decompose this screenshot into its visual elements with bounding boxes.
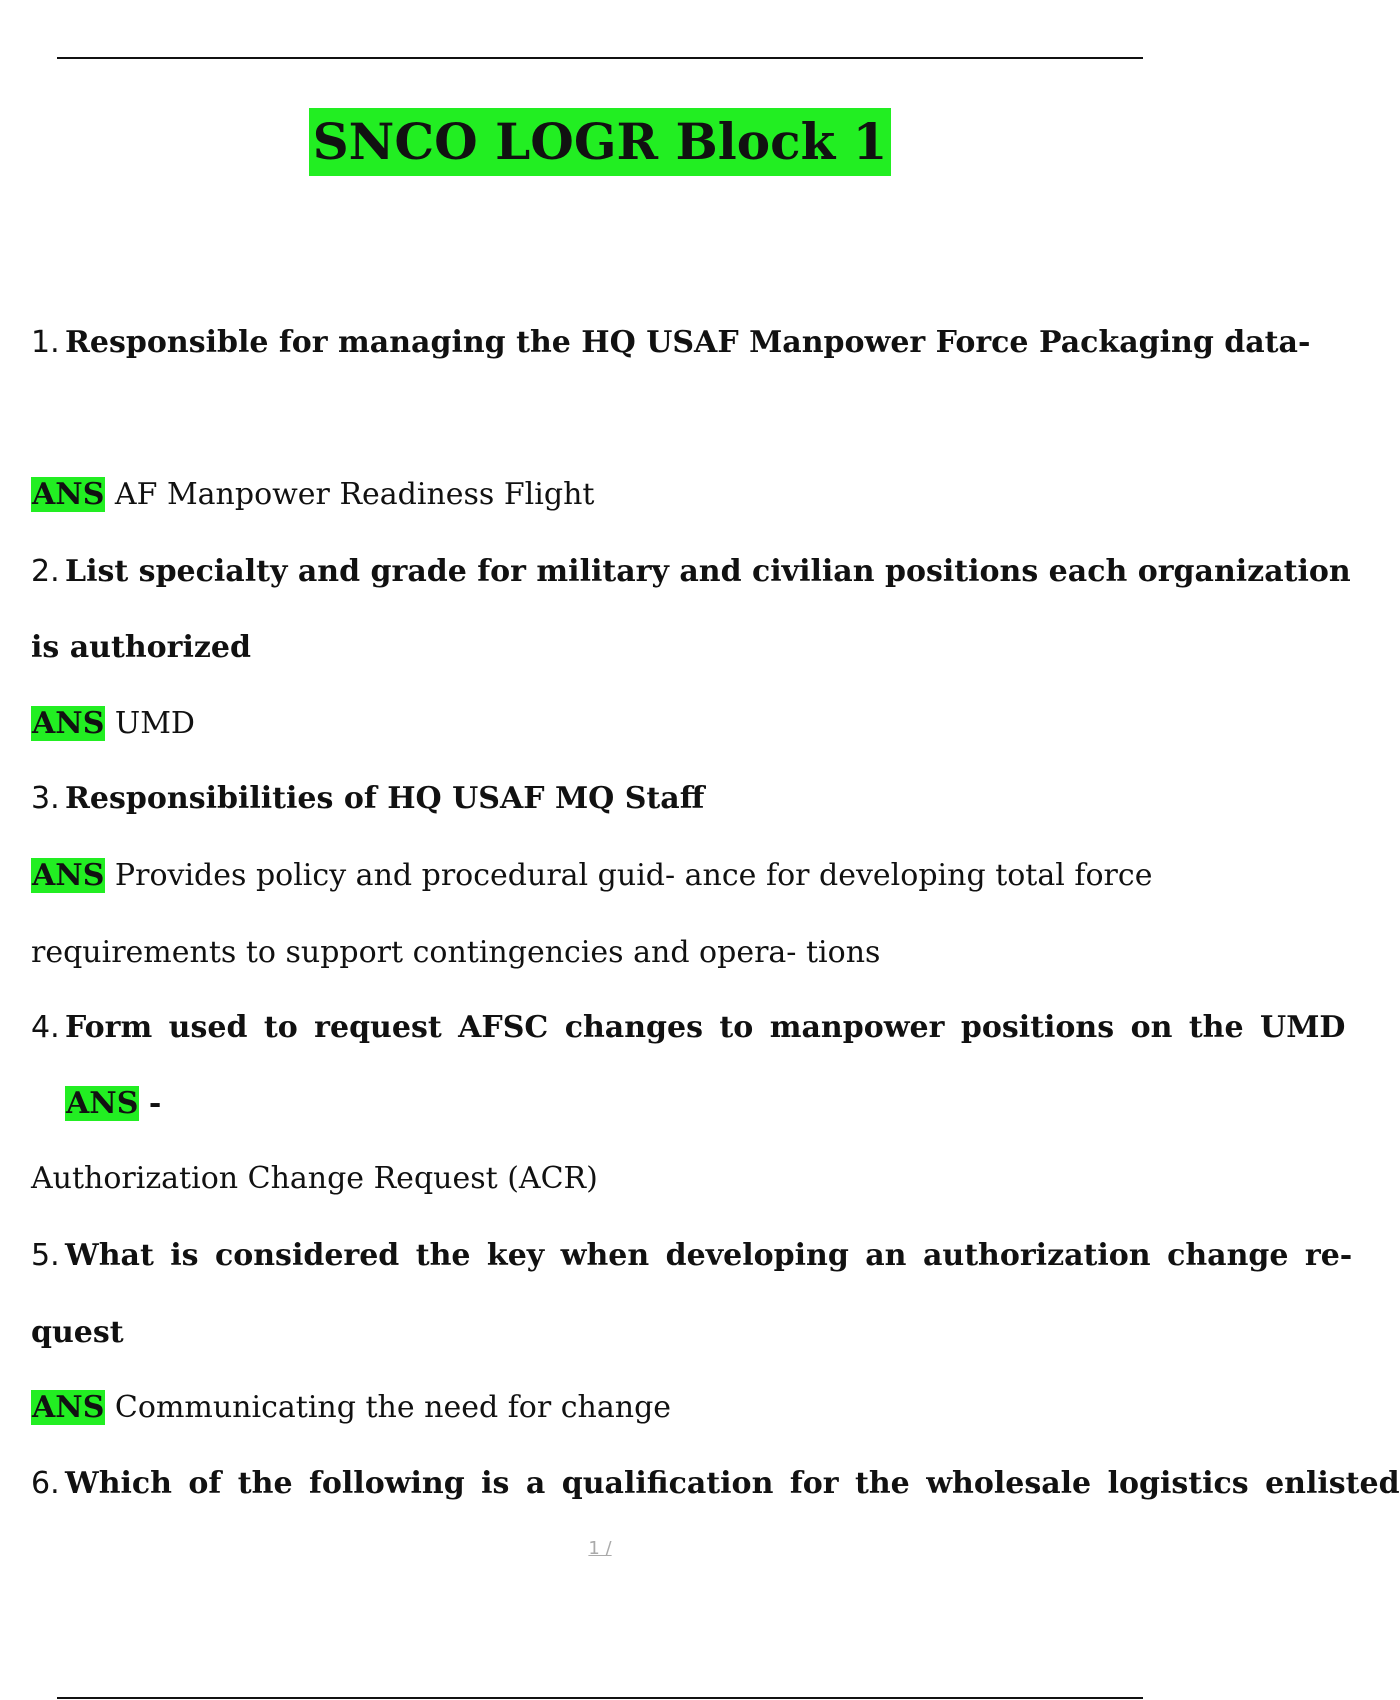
question-5-continued	[31, 1313, 124, 1353]
ans-label: ANS	[32, 477, 105, 512]
ans-label: ANS	[32, 858, 105, 893]
answer-4	[31, 1159, 598, 1199]
answer-text: Authorization Change Request (ACR)	[31, 1161, 598, 1196]
question-6	[31, 1464, 1400, 1504]
question-number: 5.	[31, 1238, 60, 1273]
answer-3	[31, 856, 1152, 896]
ans-label: ANS	[32, 706, 105, 741]
top-rule	[57, 57, 1143, 59]
question-number: 3.	[31, 781, 60, 816]
answer-4-label	[65, 1084, 161, 1124]
question-number: 2.	[31, 554, 60, 589]
answer-5	[31, 1388, 671, 1428]
question-text: Responsible for managing the HQ USAF Manpower Force Packaging data-	[65, 325, 1311, 360]
answer-text: requirements to support contingencies and opera- tions	[31, 935, 881, 970]
page-number: 1 /	[588, 1538, 612, 1559]
question-number: 6.	[31, 1466, 60, 1501]
question-1	[31, 323, 1310, 363]
question-text: Form used to request AFSC changes to manpower positions on the UMD	[65, 1010, 1346, 1045]
answer-text: Communicating the need for change	[114, 1390, 672, 1425]
answer-3-continued	[31, 933, 880, 973]
question-text: quest	[31, 1315, 124, 1350]
answer-2	[31, 704, 195, 744]
answer-text: AF Manpower Readiness Flight	[114, 477, 595, 512]
question-4	[31, 1008, 1345, 1048]
question-text: Responsibilities of HQ USAF MQ Staff	[65, 781, 705, 816]
ans-suffix: -	[148, 1086, 162, 1121]
question-2-continued	[31, 628, 251, 668]
question-3	[31, 779, 704, 819]
question-text: Which of the following is a qualification for the wholesale logistics enlisted	[65, 1466, 1400, 1501]
ans-label: ANS	[32, 1390, 105, 1425]
answer-text: Provides policy and procedural guid- ance for developing total force	[114, 858, 1153, 893]
answer-text: UMD	[114, 706, 195, 741]
question-number: 1.	[31, 325, 60, 360]
question-2	[31, 552, 1351, 592]
ans-label: ANS	[66, 1086, 139, 1121]
question-text: List specialty and grade for military and civilian positions each organization	[65, 554, 1351, 589]
question-number: 4.	[31, 1010, 60, 1045]
bottom-rule	[57, 1697, 1143, 1699]
title-container	[0, 108, 1200, 176]
question-text: is authorized	[31, 630, 251, 665]
question-text: What is considered the key when developing an authorization change re-	[65, 1238, 1353, 1273]
answer-1	[31, 475, 594, 515]
document-title: SNCO LOGR Block 1	[309, 108, 892, 176]
question-5	[31, 1236, 1352, 1276]
